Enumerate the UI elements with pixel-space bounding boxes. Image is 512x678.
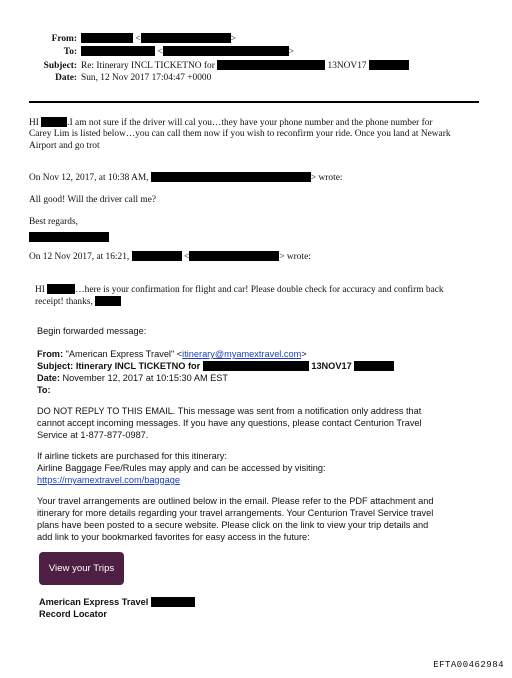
quote2-attribution-start: On 12 Nov 2017, at 16:21, xyxy=(29,252,130,262)
subject-text: Re: Itinerary INCL TICKETNO for xyxy=(81,61,215,71)
redaction-box xyxy=(81,46,155,56)
redaction-box xyxy=(369,60,409,70)
redaction-box xyxy=(41,117,67,127)
forwarded-from-email-link[interactable]: itinerary@myamextravel.com xyxy=(182,349,302,359)
quote1-signoff: Best regards, xyxy=(29,217,78,227)
forwarded-to-row xyxy=(37,385,51,395)
reply1-line2: Carey Lim is listed below…you can call them now if you wish to reconfirm your ride. Once you land at Newark xyxy=(29,129,451,139)
redaction-box xyxy=(29,232,109,242)
reply1-line1 xyxy=(29,117,433,128)
document-id: EFTA00462984 xyxy=(433,660,504,670)
forwarded-from-end: > xyxy=(301,349,307,359)
redaction-box xyxy=(151,172,311,182)
quote2-attribution: On 12 Nov 2017, at 16:21, < > wrote: xyxy=(29,252,311,262)
redaction-box xyxy=(163,46,289,56)
header-to-row: To: < > xyxy=(29,46,294,57)
redaction-box xyxy=(151,597,195,607)
notice-line3: Service at 1-877-877-0987. xyxy=(37,430,149,440)
redaction-box xyxy=(141,33,231,43)
quote1-attribution xyxy=(29,172,342,183)
arrangements-line4: add link to your bookmarked favorites for easy access in the future: xyxy=(37,532,310,542)
baggage-line1: If airline tickets are purchased for this itinerary: xyxy=(37,451,227,461)
quote2-line1 xyxy=(35,284,444,295)
date-label: Date: xyxy=(55,73,77,83)
baggage-link[interactable]: https://myamextravel.com/baggage xyxy=(37,475,180,485)
quote2-greeting: HI xyxy=(35,285,45,295)
quote2-attribution-end: > wrote: xyxy=(279,252,311,262)
subject-code: 13NOV17 xyxy=(327,61,367,71)
redaction-box xyxy=(81,33,133,43)
redaction-box xyxy=(217,60,325,70)
record-line1-text: American Express Travel xyxy=(39,597,149,607)
quote2-body-line2: receipt! thanks, xyxy=(35,297,93,307)
forwarded-subject-code: 13NOV17 xyxy=(311,361,352,371)
record-line1 xyxy=(39,597,195,607)
redaction-box xyxy=(203,361,309,371)
redaction-box xyxy=(354,361,394,371)
header-from-row: From: < > xyxy=(29,33,236,44)
forwarded-date-label: Date: xyxy=(37,373,60,383)
quote2-body-line1: …here is your confirmation for flight and car! Please double check for accuracy and confirm back xyxy=(75,285,444,295)
forwarded-from-label: From: xyxy=(37,349,64,359)
reply1-line3: Airport and go trot xyxy=(29,141,100,151)
redaction-box xyxy=(95,296,121,306)
forwarded-intro: Begin forwarded message: xyxy=(37,326,147,336)
notice-line2: cannot accept incoming messages. If you have any questions, please contact Centurion Travel xyxy=(37,418,422,428)
quote1-attribution-end: > wrote: xyxy=(310,173,343,183)
forwarded-subject-text: Itinerary INCL TICKETNO for xyxy=(75,361,201,371)
arrangements-line1: Your travel arrangements are outlined below in the email. Please refer to the PDF attachment and xyxy=(37,496,434,506)
redaction-box xyxy=(132,251,182,261)
forwarded-subject-label: Subject: xyxy=(37,361,74,371)
header-date-row xyxy=(29,73,211,83)
quote1-message: All good! Will the driver call me? xyxy=(29,195,157,205)
quote1-signature-redaction xyxy=(29,227,109,245)
header-subject-row xyxy=(29,60,409,71)
record-line2: Record Locator xyxy=(39,609,107,619)
date-value: Sun, 12 Nov 2017 17:04:47 +0000 xyxy=(81,73,212,83)
forwarded-to-label: To: xyxy=(37,385,51,395)
arrangements-line2: itinerary for more details regarding your travel arrangements. Your Centurion Travel Service travel xyxy=(37,508,434,518)
notice-line1: DO NOT REPLY TO THIS EMAIL. This message was sent from a notification only address that xyxy=(37,406,422,416)
forwarded-date-value: November 12, 2017 at 10:15:30 AM EST xyxy=(62,373,229,383)
redaction-box xyxy=(189,251,279,261)
view-trips-button[interactable]: View your Trips xyxy=(39,552,124,585)
from-label: From: xyxy=(51,34,77,44)
reply1-body-line1: .I am not sure if the driver will cal you…they have your phone number and the phone number for xyxy=(67,118,433,128)
to-label: To: xyxy=(63,47,77,57)
quote1-attribution-start: On Nov 12, 2017, at 10:38 AM, xyxy=(29,173,149,183)
baggage-line2: Airline Baggage Fee/Rules may apply and can be accessed by visiting: xyxy=(37,463,326,473)
header-divider xyxy=(29,101,479,103)
forwarded-subject-row xyxy=(37,361,394,371)
subject-label: Subject: xyxy=(43,61,77,71)
arrangements-line3: plans have been posted to a secure website. Please click on the link to view your trip details and xyxy=(37,520,429,530)
forwarded-date-row xyxy=(37,373,228,383)
forwarded-from-value: "American Express Travel" < xyxy=(65,349,183,359)
redaction-box xyxy=(47,284,75,294)
forwarded-from-row xyxy=(37,349,307,359)
reply1-greeting: HI xyxy=(29,118,39,128)
quote2-line2 xyxy=(35,296,121,307)
